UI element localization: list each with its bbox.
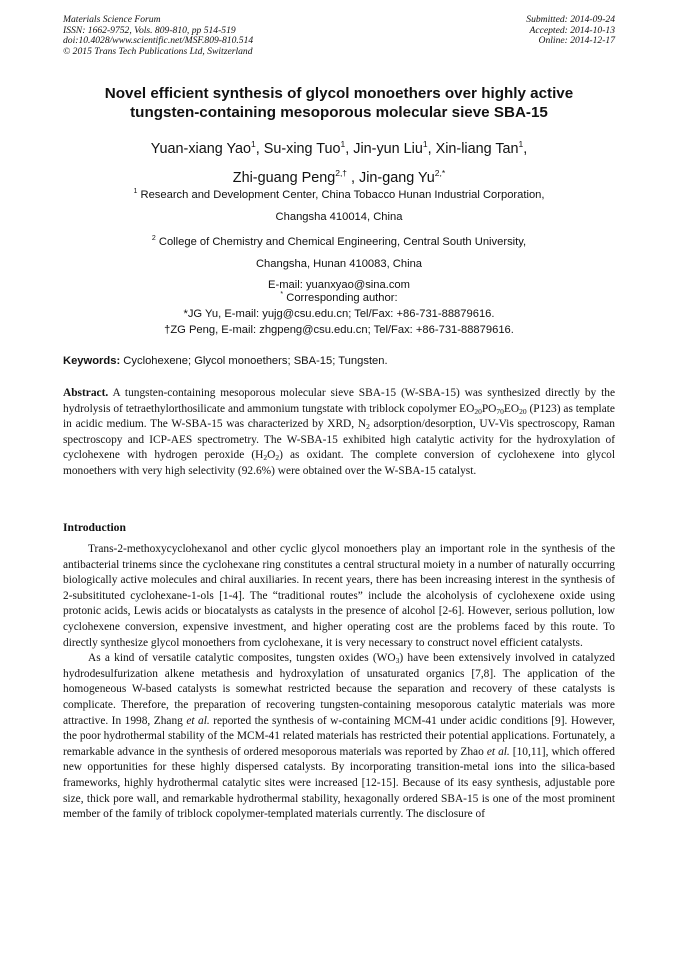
author-separator: , — [523, 141, 528, 157]
abstract-text: (P123) as template in acidic medium. The W-SBA-15 was characterized by XRD, N — [63, 402, 615, 431]
author-name: Yuan-xiang Yao — [150, 141, 252, 157]
corresponding-author — [40, 287, 638, 338]
journal-info — [63, 15, 253, 57]
keywords — [63, 354, 615, 368]
author-affil-mark: 1 — [422, 139, 428, 149]
paragraph-text: reported the synthesis of w-containing MCM-41 under acidic conditions [9]. However, the poor hydrothermal stability of the MCM-41 related materials has restricted their potential applications. Fortunately, a remarkable advance in the synthesis of ordered mesoporous materials was reported by Zhao — [63, 714, 615, 758]
author-name: , Xin-liang Tan — [427, 141, 519, 157]
affiliation-text: College of Chemistry and Chemical Engineering, Central South University, — [155, 236, 527, 248]
abstract-text: ) as oxidant. The complete conversion of cyclohexene into glycol monoethers with very high selectivity (92.6%) were obtained over the W-SBA-15 catalyst. — [63, 449, 615, 477]
affiliation-mark: 1 — [133, 188, 138, 195]
affiliation-2-line-2: Changsha, Hunan 410083, China — [255, 257, 423, 270]
affiliations — [40, 181, 638, 297]
author-affil-mark: 2,* — [434, 168, 446, 178]
abstract-label: Abstract. — [63, 387, 109, 399]
journal-issn: ISSN: 1662-9752, Vols. 809-810, pp 514-519 — [63, 24, 236, 36]
author-name: , Su-xing Tuo — [255, 141, 341, 157]
publication-dates — [526, 15, 615, 47]
author-name: , Jin-gang Yu — [347, 170, 435, 186]
journal-doi: doi:10.4028/www.scientific.net/MSF.809-810.514 — [63, 35, 254, 47]
abstract — [63, 386, 615, 480]
author-name: Zhi-guang Peng — [232, 170, 336, 186]
journal-copyright: © 2015 Trans Tech Publications Ltd, Switzerland — [63, 45, 253, 57]
keywords-label: Keywords: — [63, 355, 121, 367]
affiliation-1-line-1 — [40, 181, 638, 207]
subscript: 2 — [275, 453, 280, 463]
subscript: 70 — [496, 406, 504, 416]
et-al: et al. — [186, 714, 210, 727]
paragraph-text: ) have been extensively involved in catalyzed hydrodesulfurization alkene metathesis and hydroxylation of unsaturated organics [7,8]. The application of the homogeneous W-based catalysts is somewhat restricted because the separation and recovery of these catalysts is complicate. Therefore, the preparation of recovering tungsten-containing mesoporous catalytic materials was more attractive. In 1998, Zhang — [63, 652, 615, 727]
abstract-text: A tungsten-containing mesoporous molecular sieve SBA-15 (W-SBA-15) was synthesized directly by the hydrolysis of tetraethylorthosilicate and ammonium tungstate with triblock copolymer EO — [63, 387, 615, 415]
contact-email: E-mail: yuanxyao@sina.com — [268, 279, 410, 291]
subscript: 2 — [366, 422, 370, 432]
author-affil-mark: 2,† — [335, 168, 348, 178]
affiliation-mark: 2 — [151, 235, 156, 242]
paragraph-text: As a kind of versatile catalytic composites, tungsten oxides (WO — [88, 652, 396, 665]
corresponding-author-1: *JG Yu, E-mail: yujg@csu.edu.cn; Tel/Fax: +86-731-88879616. — [183, 308, 495, 320]
date-submitted: Submitted: 2014-09-24 — [526, 14, 615, 25]
author-affil-mark: 1 — [340, 139, 346, 149]
abstract-text: adsorption/desorption, UV-Vis spectroscopy, Raman spectroscopy and ICP-AES spectrometry. The W-SBA-15 exhibited high catalytic activity for the hydroxylation of cyclohexene with hydrogen peroxide (H — [63, 418, 615, 462]
corresponding-label — [40, 287, 638, 306]
paragraph-1: Trans-2-methoxycyclohexanol and other cyclic glycol monoethers play an important role in the synthesis of the antibacterial trinems since the cyclohexane ring constitutes a central structural moiety in a number of naturally occurring biologically active molecules and chiral auxiliaries. In recent years, there has been increasing interest in the synthesis of 2-subsitituted cyclohexane-1-ols [1-4]. The “traditional routes” include the alcoholysis of cyclohexene oxide using protonic acids, Lewis acids or biocatalysts as catalysts in the presence of alcohol [2-6]. However, serious pollution, low cyclohexene conversion, expensive investment, and higher operating cost are the problems faced by this route. To directly synthesize glycol monoethers from cyclohexane, it is very necessary to construct novel efficient catalysts. — [63, 543, 615, 649]
abstract-text: EO — [503, 402, 520, 415]
introduction-body — [63, 542, 615, 823]
subscript: 20 — [474, 406, 482, 416]
subscript: 3 — [395, 656, 400, 666]
affiliation-2-line-1 — [40, 228, 638, 254]
paper-title — [40, 84, 638, 122]
paragraph-text: [10,11], which offered new opportunities for these highly dispersed catalysts. By incorporating transition-metal ions into the silica-based frameworks, highly hydrothermal catalytic sites were increased [12-15]. Because of its easy synthesis, adjustable pore size, thick pore wall, and remarkable hydrothermal stability, hexagonally ordered SBA-15 is one of the most prominent member of the family of triblock copolymer-templated materials currently. The disclosure of — [63, 745, 615, 821]
journal-name: Materials Science Forum — [63, 14, 161, 25]
title-line-1: Novel efficient synthesis of glycol monoethers over highly active — [104, 85, 574, 102]
affiliation-text: Research and Development Center, China Tobacco Hunan Industrial Corporation, — [137, 189, 545, 201]
abstract-text: O — [267, 449, 276, 462]
date-accepted: Accepted: 2014-10-13 — [529, 24, 615, 36]
subscript: 2 — [263, 453, 268, 463]
corresponding-mark: * — [280, 291, 284, 298]
et-al: et al. — [486, 745, 510, 758]
corresponding-label-text: Corresponding author: — [283, 292, 398, 304]
affiliation-1-line-2: Changsha 410014, China — [275, 210, 403, 223]
section-heading-introduction: Introduction — [63, 521, 126, 534]
paragraph-2 — [63, 651, 615, 823]
author-line-1 — [40, 132, 638, 161]
author-affil-mark: 1 — [251, 139, 256, 149]
author-name: , Jin-yun Liu — [345, 141, 423, 157]
corresponding-author-2: †ZG Peng, E-mail: zhgpeng@csu.edu.cn; Tel/Fax: +86-731-88879616. — [164, 324, 514, 336]
author-affil-mark: 1 — [518, 139, 524, 149]
title-line-2: tungsten-containing mesoporous molecular sieve SBA-15 — [130, 104, 548, 121]
subscript: 20 — [519, 406, 527, 416]
keywords-text: Cyclohexene; Glycol monoethers; SBA-15; Tungsten. — [120, 355, 388, 367]
abstract-text: PO — [481, 402, 497, 415]
date-online: Online: 2014-12-17 — [538, 35, 615, 47]
